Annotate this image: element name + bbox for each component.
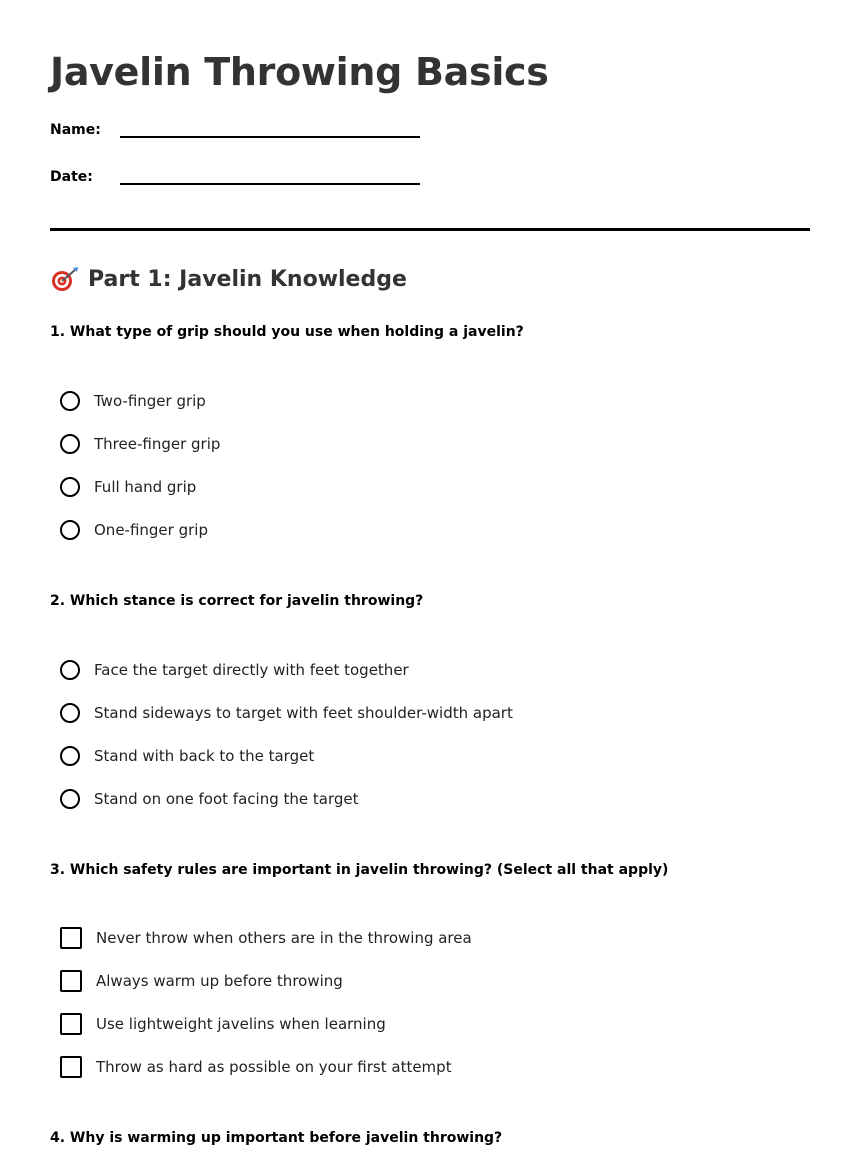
- question-2: 2. Which stance is correct for javelin throwing?: [50, 593, 424, 609]
- option-label: Three-finger grip: [94, 435, 221, 453]
- name-label: Name:: [50, 122, 101, 138]
- q2-option-3[interactable]: [60, 743, 314, 769]
- q2-option-4[interactable]: [60, 786, 359, 812]
- target-dart-icon: [50, 266, 80, 292]
- radio-button[interactable]: [60, 434, 80, 454]
- name-input-line[interactable]: [120, 136, 420, 138]
- option-label: Face the target directly with feet together: [94, 661, 409, 679]
- section-title-text: Part 1: Javelin Knowledge: [88, 266, 407, 292]
- option-label: Two-finger grip: [94, 392, 206, 410]
- q2-option-2[interactable]: [60, 700, 513, 726]
- radio-button[interactable]: [60, 477, 80, 497]
- radio-button[interactable]: [60, 703, 80, 723]
- date-input-line[interactable]: [120, 183, 420, 185]
- radio-button[interactable]: [60, 391, 80, 411]
- option-label: Stand sideways to target with feet shoulder-width apart: [94, 704, 513, 722]
- q3-option-3[interactable]: [60, 1011, 386, 1037]
- checkbox[interactable]: [60, 927, 82, 949]
- option-label: Use lightweight javelins when learning: [96, 1015, 386, 1033]
- date-field-row: [50, 169, 450, 199]
- radio-button[interactable]: [60, 789, 80, 809]
- radio-button[interactable]: [60, 746, 80, 766]
- q1-option-3[interactable]: [60, 474, 196, 500]
- option-label: Stand on one foot facing the target: [94, 790, 359, 808]
- option-label: Throw as hard as possible on your first attempt: [96, 1058, 452, 1076]
- q3-option-1[interactable]: [60, 925, 472, 951]
- option-label: Stand with back to the target: [94, 747, 315, 765]
- q2-option-1[interactable]: [60, 657, 409, 683]
- question-1: 1. What type of grip should you use when holding a javelin?: [50, 324, 524, 340]
- date-label: Date:: [50, 169, 93, 185]
- option-label: Always warm up before throwing: [96, 972, 343, 990]
- q3-option-2[interactable]: [60, 968, 343, 994]
- section-title-part1: [50, 266, 407, 292]
- question-4: 4. Why is warming up important before javelin throwing?: [50, 1130, 503, 1146]
- q1-option-1[interactable]: [60, 388, 206, 414]
- q3-option-4[interactable]: [60, 1054, 452, 1080]
- option-label: One-finger grip: [94, 521, 208, 539]
- q1-option-4[interactable]: [60, 517, 208, 543]
- checkbox[interactable]: [60, 1056, 82, 1078]
- header-divider: [50, 228, 810, 231]
- checkbox[interactable]: [60, 1013, 82, 1035]
- name-field-row: [50, 122, 450, 152]
- option-label: Never throw when others are in the throwing area: [96, 929, 472, 947]
- q1-option-2[interactable]: [60, 431, 220, 457]
- radio-button[interactable]: [60, 660, 80, 680]
- question-3: 3. Which safety rules are important in javelin throwing? (Select all that apply): [50, 862, 669, 878]
- worksheet-title: Javelin Throwing Basics: [50, 50, 549, 94]
- checkbox[interactable]: [60, 970, 82, 992]
- option-label: Full hand grip: [94, 478, 197, 496]
- radio-button[interactable]: [60, 520, 80, 540]
